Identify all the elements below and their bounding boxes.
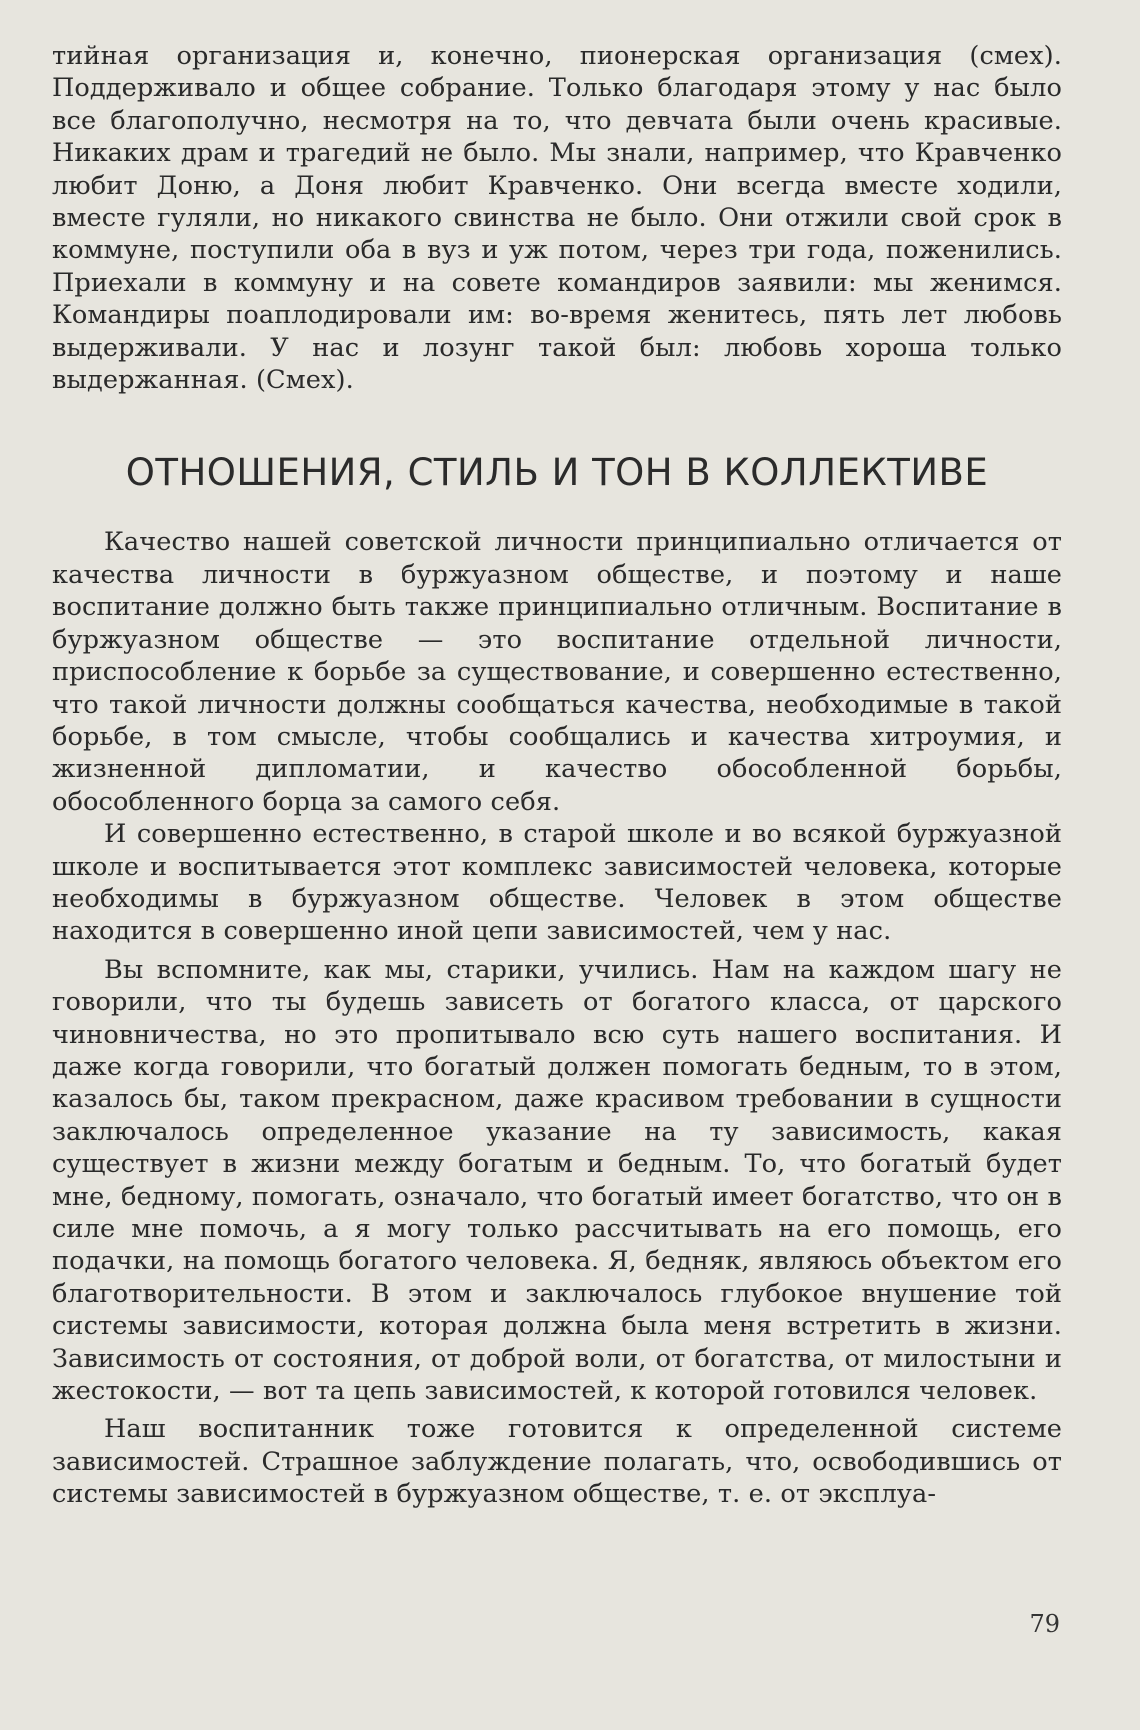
page-number: 79 <box>1029 1610 1060 1638</box>
body-paragraph-4: Наш воспитанник тоже готовится к определенной системе зависимостей. Страшное заблуждение полагать, что, освободившись от системы зависимостей в буржуазном обществе, т. е. от эксплуа- <box>52 1414 1062 1510</box>
section-heading: ОТНОШЕНИЯ, СТИЛЬ И ТОН В КОЛЛЕКТИВЕ <box>125 451 989 495</box>
continuation-paragraph: тийная организация и, конечно, пионерская организация (смех). Поддерживало и общее собрание. Только благодаря этому у нас было все благополучно, несмотря на то, что девчата были очень красивые. Никаких драм и трагедий не было. Мы знали, например, что Кравченко любит Доню, а Доня любит Кравченко. Они всегда вместе ходили, вместе гуляли, но никакого свинства не было. Они отжили свой срок в коммуне, поступили оба в вуз и уж потом, через три года, поженились. Приехали в коммуну и на совете командиров заявили: мы женимся. Командиры поаплодировали им: во-время женитесь, пять лет любовь выдерживали. У нас и лозунг такой был: любовь хороша только выдержанная. (Смех). <box>52 41 1062 396</box>
body-paragraph-3: Вы вспомните, как мы, старики, учились. Нам на каждом шагу не говорили, что ты будешь зависеть от богатого класса, от царского чиновничества, но это пропитывало всю суть нашего воспитания. И даже когда говорили, что богатый должен помогать бедным, то в этом, казалось бы, таком прекрасном, даже красивом требовании в сущности заключалось определенное указание на ту зависимость, какая существует в жизни между богатым и бедным. То, что богатый будет мне, бедному, помогать, означало, что богатый имеет богатство, что он в силе мне помочь, а я могу только рассчитывать на его помощь, его подачки, на помощь богатого человека. Я, бедняк, являюсь объектом его благотворительности. В этом и заключалось глубокое внушение той системы зависимости, которая должна была меня встретить в жизни. Зависимость от состояния, от доброй воли, от богатства, от милостыни и жестокости, — вот та цепь зависимостей, к которой готовился человек. <box>52 954 1062 1407</box>
book-page <box>52 40 1062 1690</box>
body-paragraph-1: Качество нашей советской личности принципиально отличается от качества личности в буржуазном обществе, и поэтому и наше воспитание должно быть также принципиально отличным. Воспитание в буржуазном обществе — это воспитание отдельной личности, приспособление к борьбе за существование, и совершенно естественно, что такой личности должны сообщаться качества, необходимые в такой борьбе, в том смысле, чтобы сообщались и качества хитроумия, и жизненной дипломатии, и качество обособленной борьбы, обособленного борца за самого себя. <box>52 527 1062 817</box>
body-paragraph-2: И совершенно естественно, в старой школе и во всякой буржуазной школе и воспитывается этот комплекс зависимостей человека, которые необходимы в буржуазном обществе. Человек в этом обществе находится в совершенно иной цепи зависимостей, чем у нас. <box>52 819 1062 947</box>
